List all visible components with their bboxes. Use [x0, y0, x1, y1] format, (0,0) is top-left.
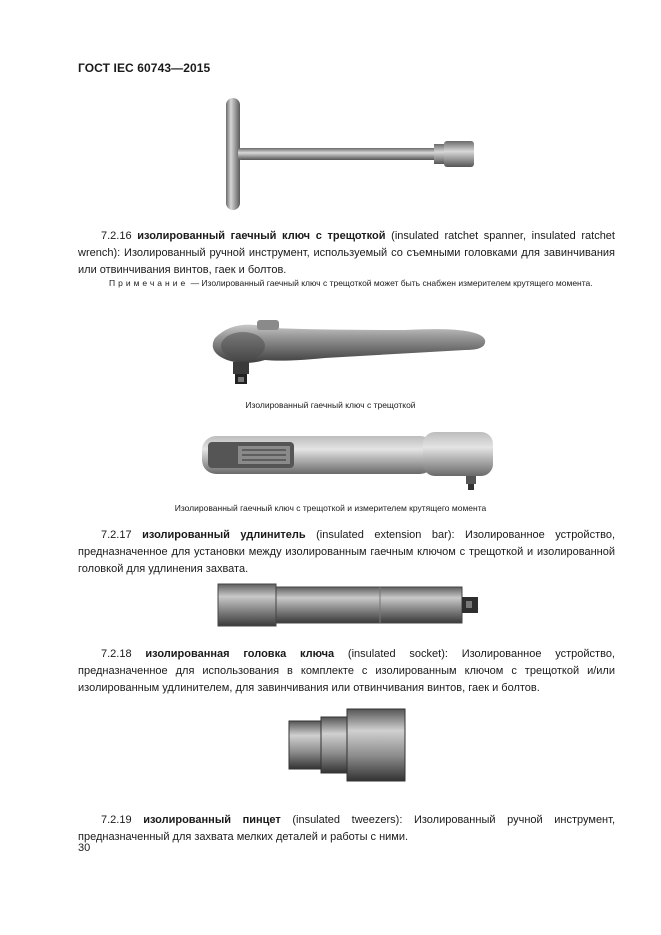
section-number: 7.2.18: [101, 648, 132, 660]
section-term: изолированный удлинитель: [142, 529, 306, 541]
section-term: изолированная головка ключа: [145, 648, 335, 660]
section-number: 7.2.17: [101, 529, 132, 541]
extension-bar-image: [216, 582, 484, 628]
caption-torque: Изолированный гаечный ключ с трещоткой и измерителем крутящего момента: [174, 503, 487, 513]
section-number: 7.2.19: [101, 814, 132, 826]
section-text: (insulated extension bar): Изолированное устройство, предназначенное для установки между изолированным гаечным ключом с трещоткой и изолированной головкой для удлинения захвата.: [78, 529, 616, 575]
section-term: изолированный гаечный ключ с трещоткой: [137, 230, 386, 242]
section-number: 7.2.16: [101, 230, 132, 242]
section-7-2-19: [78, 812, 615, 846]
note-label: Примечание: [109, 278, 189, 288]
caption-ratchet: Изолированный гаечный ключ с трещоткой: [245, 400, 416, 410]
t-handle-wrench-image: [220, 96, 480, 214]
section-7-2-17: [78, 527, 615, 578]
document-header: ГОСТ IEC 60743—2015: [78, 61, 211, 75]
section-term: изолированный пинцет: [143, 814, 281, 826]
note: [78, 277, 615, 290]
insulated-socket-image: [287, 707, 409, 783]
page-number: 30: [78, 842, 91, 854]
section-7-2-16: [78, 228, 615, 279]
note-text: — Изолированный гаечный ключ с трещоткой может быть снабжен измерителем крутящего момента.: [188, 278, 593, 288]
section-text: (insulated ratchet spanner, insulated ratchet wrench): Изолированный ручной инструмент, используемый со съемными головками для завинчивания или отвинчивания винтов, гаек и болтов.: [78, 230, 615, 276]
section-text: (insulated socket): Изолированное устройство, предназначенное для использования в комплекте с изолированным ключом с трещоткой и/или изолированным удлинителем, для завинчивания или отвинчивания винтов, гаек и болтов.: [78, 648, 615, 694]
ratchet-wrench-image: [205, 316, 490, 390]
torque-wrench-image: [198, 426, 498, 496]
section-7-2-18: [78, 646, 615, 697]
section-text: (insulated tweezers): Изолированный ручной инструмент, предназначенный для захвата мелких деталей и работы с ними.: [78, 814, 616, 843]
